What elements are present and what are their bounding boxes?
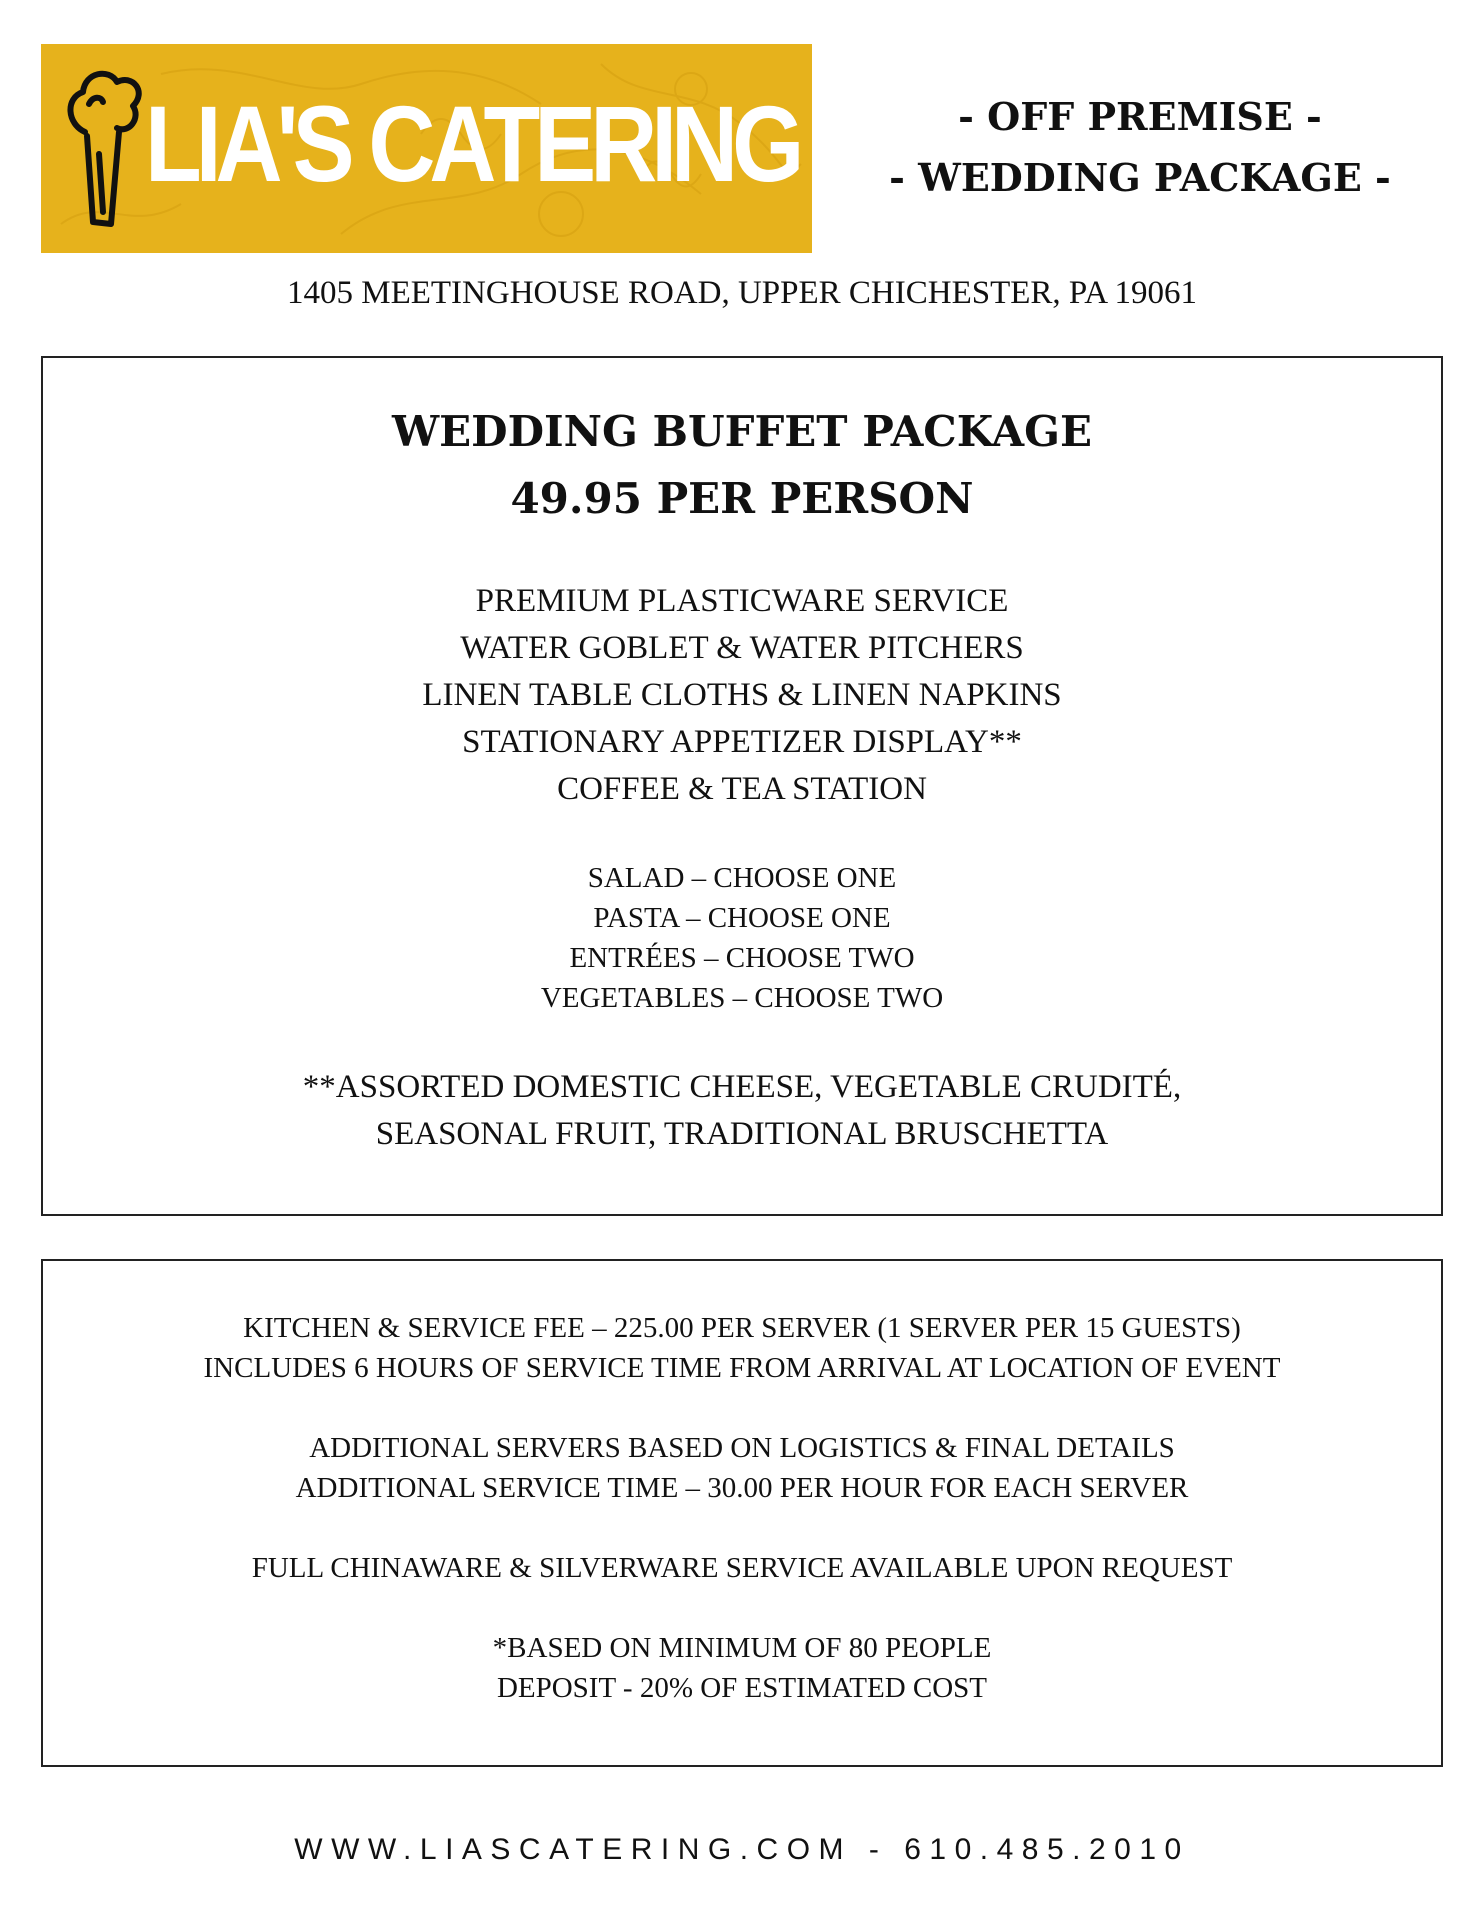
appetizer-note — [43, 1064, 1441, 1158]
package-price: 49.95 PER PERSON — [510, 474, 974, 523]
chef-hat-icon — [63, 62, 143, 237]
address: 1405 MEETINGHOUSE ROAD, UPPER CHICHESTER, PA 19061 — [286, 275, 1198, 311]
terms-box — [41, 1259, 1443, 1767]
logo — [41, 44, 812, 253]
choice-list — [43, 858, 1441, 1018]
document-heading — [880, 86, 1400, 208]
additional-time-text: ADDITIONAL SERVICE TIME – 30.00 PER HOUR FOR EACH SERVER — [295, 1472, 1189, 1504]
heading-line-wedding-package: - WEDDING PACKAGE - — [889, 155, 1391, 200]
service-fee-text: KITCHEN & SERVICE FEE – 225.00 PER SERVER (1 SERVER PER 15 GUESTS) — [243, 1312, 1241, 1344]
list-item: LINEN TABLE CLOTHS & LINEN NAPKINS — [422, 677, 1062, 713]
package-heading — [43, 398, 1441, 532]
list-item: ENTRÉES – CHOOSE TWO — [569, 942, 915, 974]
package-box — [41, 356, 1443, 1216]
minimum-text: *BASED ON MINIMUM OF 80 PEOPLE — [492, 1632, 992, 1664]
list-item: VEGETABLES – CHOOSE TWO — [540, 982, 944, 1014]
feature-list — [43, 578, 1441, 813]
list-item: COFFEE & TEA STATION — [557, 771, 927, 807]
service-hours-text: INCLUDES 6 HOURS OF SERVICE TIME FROM ARRIVAL AT LOCATION OF EVENT — [203, 1352, 1281, 1384]
additional-servers-text: ADDITIONAL SERVERS BASED ON LOGISTICS & FINAL DETAILS — [309, 1432, 1175, 1464]
deposit-text: DEPOSIT - 20% OF ESTIMATED COST — [496, 1672, 988, 1704]
list-item: PREMIUM PLASTICWARE SERVICE — [475, 583, 1009, 619]
package-title: WEDDING BUFFET PACKAGE — [391, 407, 1092, 456]
note-line: SEASONAL FRUIT, TRADITIONAL BRUSCHETTA — [375, 1116, 1109, 1152]
footer-contact: WWW.LIASCATERING.COM - 610.485.2010 — [294, 1833, 1190, 1866]
note-line: **ASSORTED DOMESTIC CHEESE, VEGETABLE CRUDITÉ, — [302, 1069, 1182, 1105]
list-item: STATIONARY APPETIZER DISPLAY** — [462, 724, 1022, 760]
list-item: SALAD – CHOOSE ONE — [587, 862, 897, 894]
chinaware-text: FULL CHINAWARE & SILVERWARE SERVICE AVAILABLE UPON REQUEST — [251, 1552, 1233, 1584]
list-item: PASTA – CHOOSE ONE — [593, 902, 891, 934]
list-item: WATER GOBLET & WATER PITCHERS — [460, 630, 1024, 666]
terms-list — [43, 1308, 1441, 1708]
logo-text: LIA'S CATERING — [145, 83, 799, 204]
heading-line-off-premise: - OFF PREMISE - — [958, 94, 1322, 139]
